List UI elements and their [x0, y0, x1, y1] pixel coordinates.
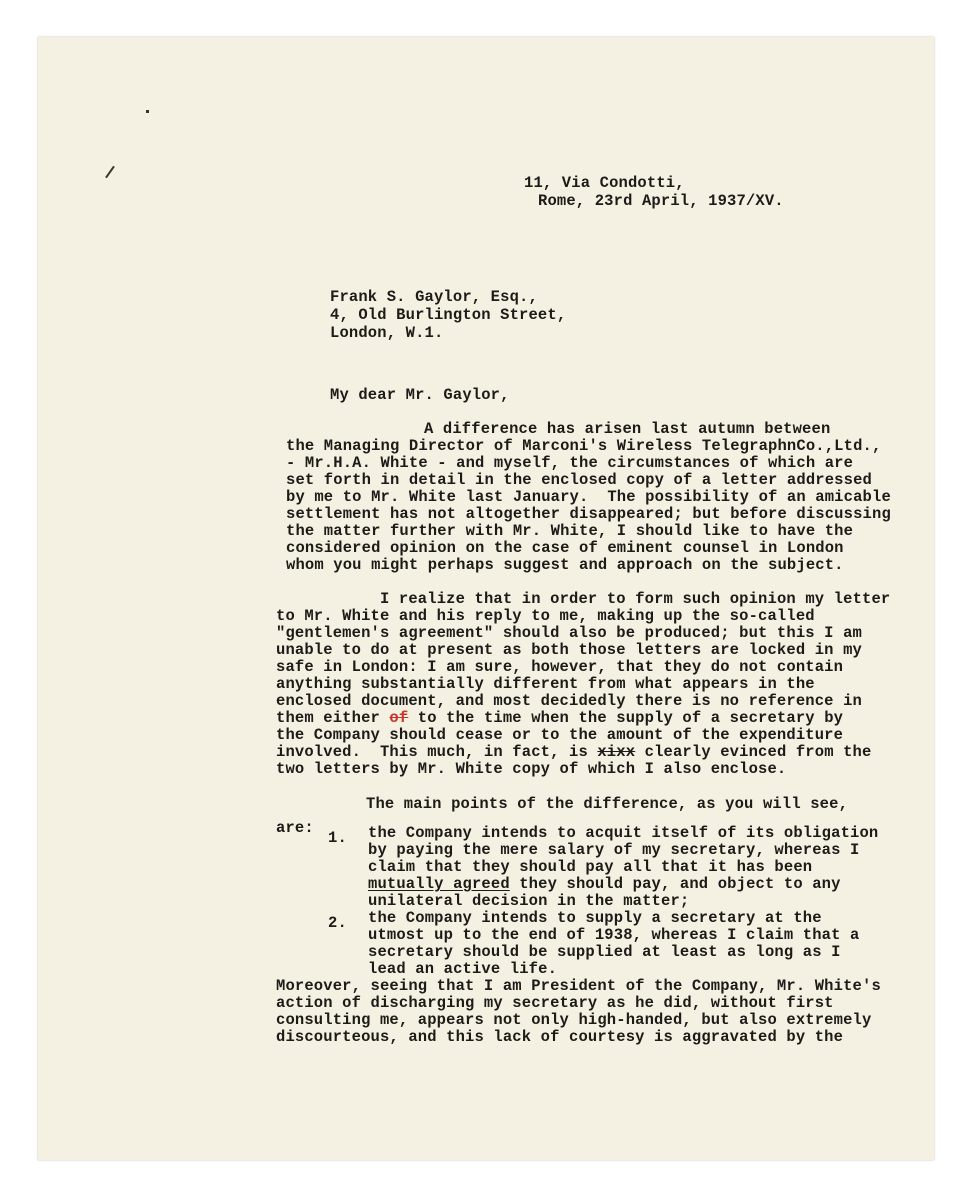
- item1-number: 1.: [328, 829, 347, 847]
- item2-line: utmost up to the end of 1938, whereas I claim that a: [368, 926, 860, 944]
- recipient-name: Frank S. Gaylor, Esq.,: [330, 288, 538, 306]
- para2-line: unable to do at present as both those letters are locked in my: [276, 641, 862, 659]
- item2-line: lead an active life.: [368, 960, 558, 978]
- para2-line: two letters by Mr. White copy of which I also enclose.: [276, 760, 787, 778]
- para2-line: the Company should cease or to the amount of the expenditure: [276, 726, 844, 744]
- sender-date-line: Rome, 23rd April, 1937/XV.: [538, 192, 784, 210]
- margin-mark: [146, 110, 149, 113]
- closing-line: discourteous, and this lack of courtesy is aggravated by the: [276, 1028, 844, 1046]
- para2-line: to Mr. White and his reply to me, making up the so-called: [276, 607, 815, 625]
- closing-line: action of discharging my secretary as he did, without first: [276, 994, 834, 1012]
- salutation: My dear Mr. Gaylor,: [330, 386, 510, 404]
- recipient-city: London, W.1.: [330, 324, 444, 342]
- para1-line: by me to Mr. White last January. The possibility of an amicable: [286, 488, 891, 506]
- para2-line: enclosed document, and most decidedly there is no reference in: [276, 692, 862, 710]
- item2-line: secretary should be supplied at least as long as I: [368, 943, 841, 961]
- struck-word-red: of: [389, 709, 409, 727]
- item1-line: the Company intends to acquit itself of its obligation: [368, 824, 879, 842]
- para1-line: the matter further with Mr. White, I should like to have the: [286, 522, 854, 540]
- struck-word: xixx: [597, 743, 636, 761]
- para2-line-struck: [276, 710, 843, 727]
- para1-line: considered opinion on the case of eminent counsel in London: [286, 539, 844, 557]
- item1-line: unilateral decision in the matter;: [368, 892, 690, 910]
- item1-text: they should pay, and object to any: [509, 875, 841, 893]
- underlined-phrase: mutually agreed: [368, 875, 510, 893]
- item1-line: [368, 876, 841, 893]
- para1-line: the Managing Director of Marconi's Wireless TelegraphnCo.,Ltd.,: [286, 437, 882, 455]
- para2-line-struck: [276, 744, 871, 761]
- item1-line: claim that they should pay all that it has been: [368, 858, 813, 876]
- para1-line: set forth in detail in the enclosed copy of a letter addressed: [286, 471, 872, 489]
- closing-line: consulting me, appears not only high-handed, but also extremely: [276, 1011, 872, 1029]
- para1-line: - Mr.H.A. White - and myself, the circumstances of which are: [286, 454, 854, 472]
- recipient-street: 4, Old Burlington Street,: [330, 306, 567, 324]
- para2-line: safe in London: I am sure, however, that they do not contain: [276, 658, 844, 676]
- sender-address-line: 11, Via Condotti,: [524, 174, 685, 192]
- item2-line: the Company intends to supply a secretary at the: [368, 909, 822, 927]
- para1-line: whom you might perhaps suggest and approach on the subject.: [286, 556, 844, 574]
- para2-text: involved. This much, in fact, is: [276, 743, 598, 761]
- para3-are: are:: [276, 819, 314, 837]
- para2-line: "gentlemen's agreement" should also be produced; but this I am: [276, 624, 862, 642]
- para2-line: I realize that in order to form such opinion my letter: [380, 590, 891, 608]
- para1-line: A difference has arisen last autumn between: [424, 420, 831, 438]
- para3-intro: The main points of the difference, as you will see,: [366, 795, 849, 813]
- para2-text: clearly evinced from the: [635, 743, 872, 761]
- closing-line: Moreover, seeing that I am President of the Company, Mr. White's: [276, 977, 881, 995]
- para1-line: settlement has not altogether disappeared; but before discussing: [286, 505, 891, 523]
- para2-text: to the time when the supply of a secretary by: [408, 709, 844, 727]
- para2-text: them either: [276, 709, 390, 727]
- item2-number: 2.: [328, 914, 347, 932]
- para2-line: anything substantially different from what appears in the: [276, 675, 815, 693]
- item1-line: by paying the mere salary of my secretary, whereas I: [368, 841, 860, 859]
